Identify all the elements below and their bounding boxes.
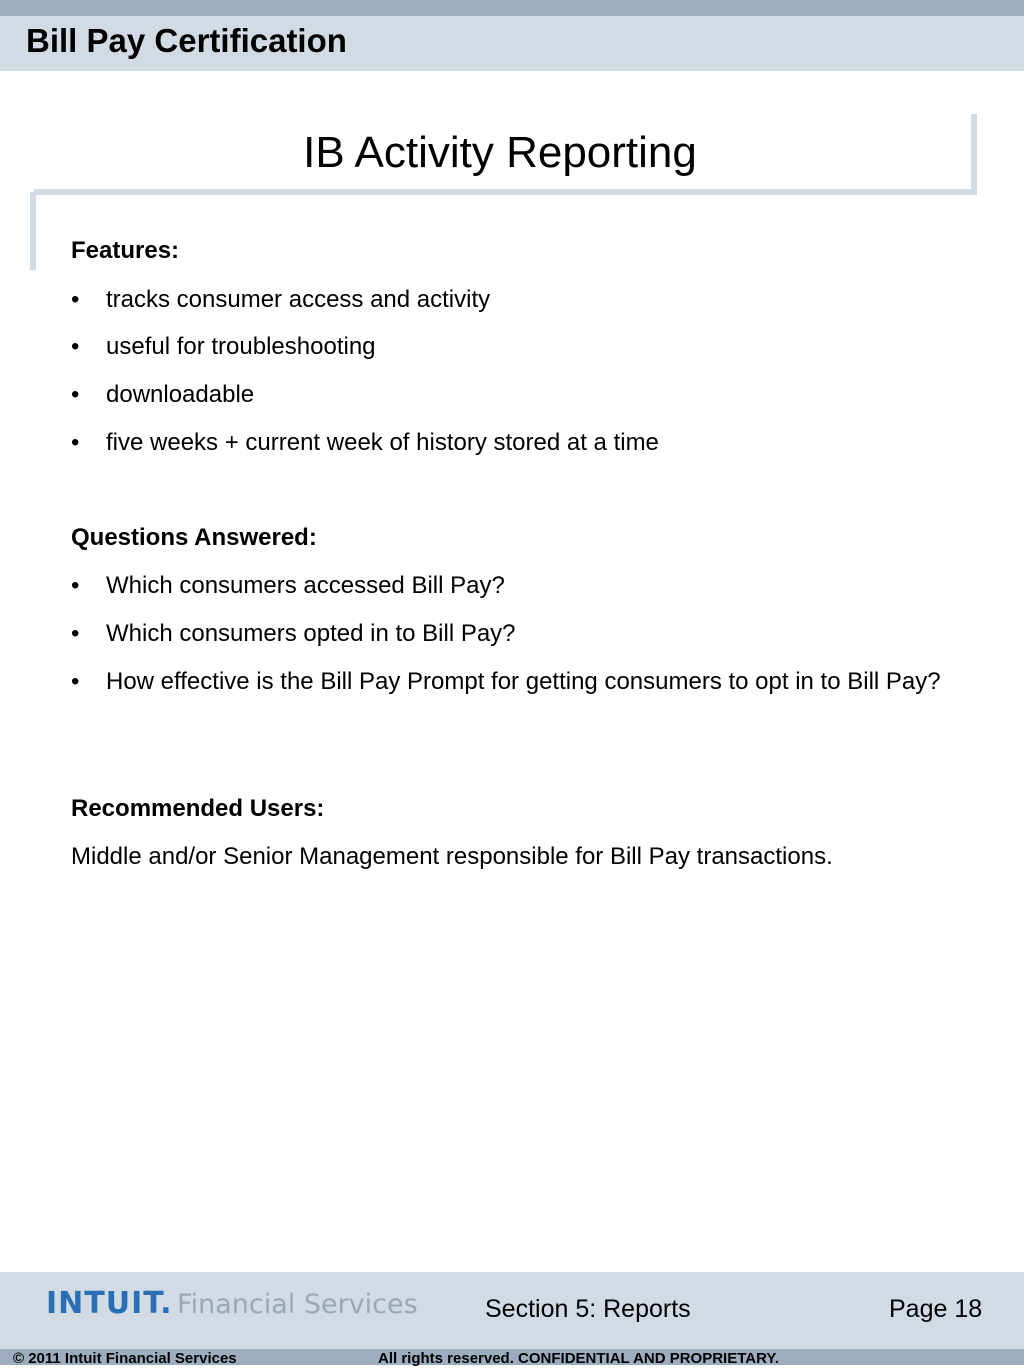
- bullet-glyph: •: [71, 286, 80, 313]
- recommended-heading: Recommended Users:: [71, 795, 325, 822]
- list-item-text: How effective is the Bill Pay Prompt for getting consumers to opt in to Bill Pay?: [106, 668, 941, 695]
- features-heading: Features:: [71, 237, 180, 264]
- logo-brand: INTUIT.: [46, 1286, 173, 1321]
- document-title: Bill Pay Certification: [26, 22, 347, 59]
- bullet-glyph: •: [71, 429, 80, 456]
- bullet-glyph: •: [71, 381, 80, 408]
- intuit-logo: [46, 1282, 418, 1331]
- content-frame-accent: [30, 192, 36, 270]
- questions-heading: Questions Answered:: [71, 524, 317, 551]
- footer-section-label: Section 5: Reports: [485, 1295, 691, 1323]
- header-top-strip: [0, 0, 1024, 16]
- list-item-text: downloadable: [106, 381, 255, 408]
- page-number: Page 18: [889, 1295, 983, 1323]
- list-item-text: useful for troubleshooting: [106, 333, 376, 360]
- list-item-text: tracks consumer access and activity: [106, 286, 491, 313]
- bullet-glyph: •: [71, 333, 80, 360]
- bullet-glyph: •: [71, 620, 80, 647]
- list-item-text: five weeks + current week of history stored at a time: [106, 429, 659, 456]
- recommended-text: Middle and/or Senior Management responsible for Bill Pay transactions.: [71, 843, 833, 870]
- rights-notice: All rights reserved. CONFIDENTIAL AND PROPRIETARY.: [378, 1350, 779, 1367]
- list-item-text: Which consumers opted in to Bill Pay?: [106, 620, 516, 647]
- bullet-glyph: •: [71, 572, 80, 599]
- bullet-glyph: •: [71, 668, 80, 695]
- list-item-text: Which consumers accessed Bill Pay?: [106, 572, 505, 599]
- slide-title: IB Activity Reporting: [303, 128, 697, 177]
- copyright-notice: © 2011 Intuit Financial Services: [13, 1350, 237, 1367]
- logo-suffix: Financial Services: [177, 1289, 418, 1320]
